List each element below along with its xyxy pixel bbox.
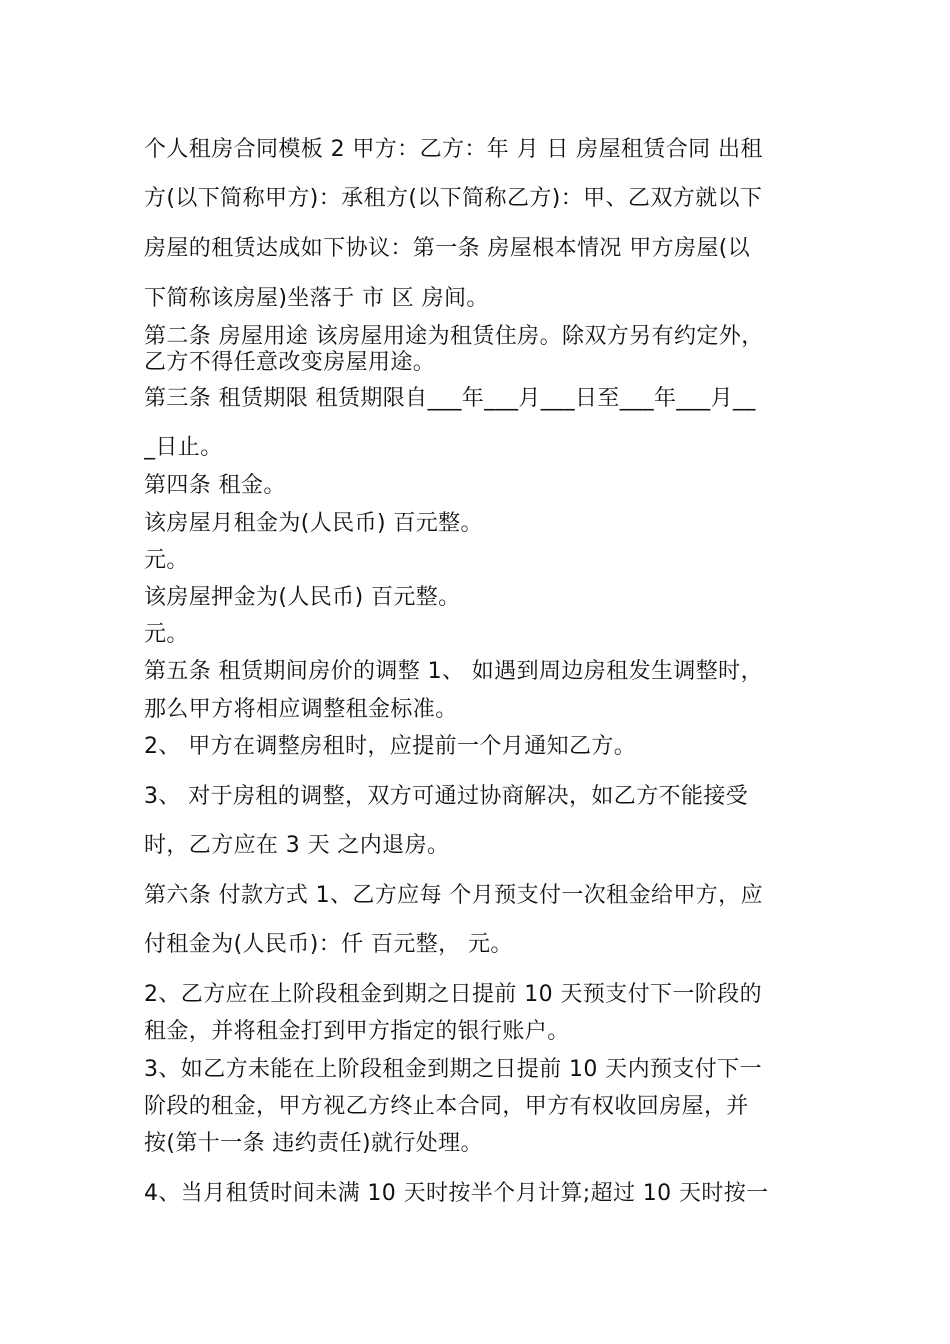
text-line: 时，乙方应在 3 天 之内退房。 bbox=[144, 833, 450, 858]
text-line: 第三条 租赁期限 租赁期限自___年___月___日至___年___月__ bbox=[144, 386, 756, 411]
text-line: 该房屋月租金为(人民币) 百元整。 bbox=[144, 511, 483, 536]
text-line: 租金，并将租金打到甲方指定的银行账户。 bbox=[144, 1019, 570, 1044]
text-line: 2、 甲方在调整房租时，应提前一个月通知乙方。 bbox=[144, 734, 637, 759]
text-line: 那么甲方将相应调整租金标准。 bbox=[144, 697, 458, 722]
text-line: 按(第十一条 违约责任)就行处理。 bbox=[144, 1131, 483, 1156]
text-line: 第四条 租金。 bbox=[144, 473, 286, 498]
text-line: 个人租房合同模板 2 甲方：乙方：年 月 日 房屋租赁合同 出租 bbox=[144, 137, 763, 162]
text-line: 4、当月租赁时间未满 10 天时按半个月计算;超过 10 天时按一 bbox=[144, 1181, 769, 1206]
text-line: 阶段的租金，甲方视乙方终止本合同，甲方有权收回房屋，并 bbox=[144, 1094, 749, 1119]
text-line: 付租金为(人民币)：仟 百元整， 元。 bbox=[144, 932, 513, 957]
text-line: 房屋的租赁达成如下协议：第一条 房屋根本情况 甲方房屋(以 bbox=[144, 236, 751, 261]
text-line: 2、乙方应在上阶段租金到期之日提前 10 天预支付下一阶段的 bbox=[144, 982, 762, 1007]
text-line: 第二条 房屋用途 该房屋用途为租赁住房。除双方另有约定外， bbox=[144, 324, 764, 349]
text-line: 3、如乙方未能在上阶段租金到期之日提前 10 天内预支付下一 bbox=[144, 1057, 762, 1082]
text-line: 乙方不得任意改变房屋用途。 bbox=[144, 350, 436, 375]
text-line: _日止。 bbox=[144, 435, 223, 460]
text-line: 方(以下简称甲方)：承租方(以下简称乙方)：甲、乙双方就以下 bbox=[144, 186, 763, 211]
text-line: 该房屋押金为(人民币) 百元整。 bbox=[144, 585, 461, 610]
text-line: 第五条 租赁期间房价的调整 1、 如遇到周边房租发生调整时， bbox=[144, 659, 763, 684]
text-line: 3、 对于房租的调整，双方可通过协商解决，如乙方不能接受 bbox=[144, 784, 749, 809]
text-line: 第六条 付款方式 1、乙方应每 个月预支付一次租金给甲方，应 bbox=[144, 883, 763, 908]
text-line: 元。 bbox=[144, 622, 189, 647]
text-line: 下简称该房屋)坐落于 市 区 房间。 bbox=[144, 286, 489, 311]
text-line: 元。 bbox=[144, 548, 189, 573]
